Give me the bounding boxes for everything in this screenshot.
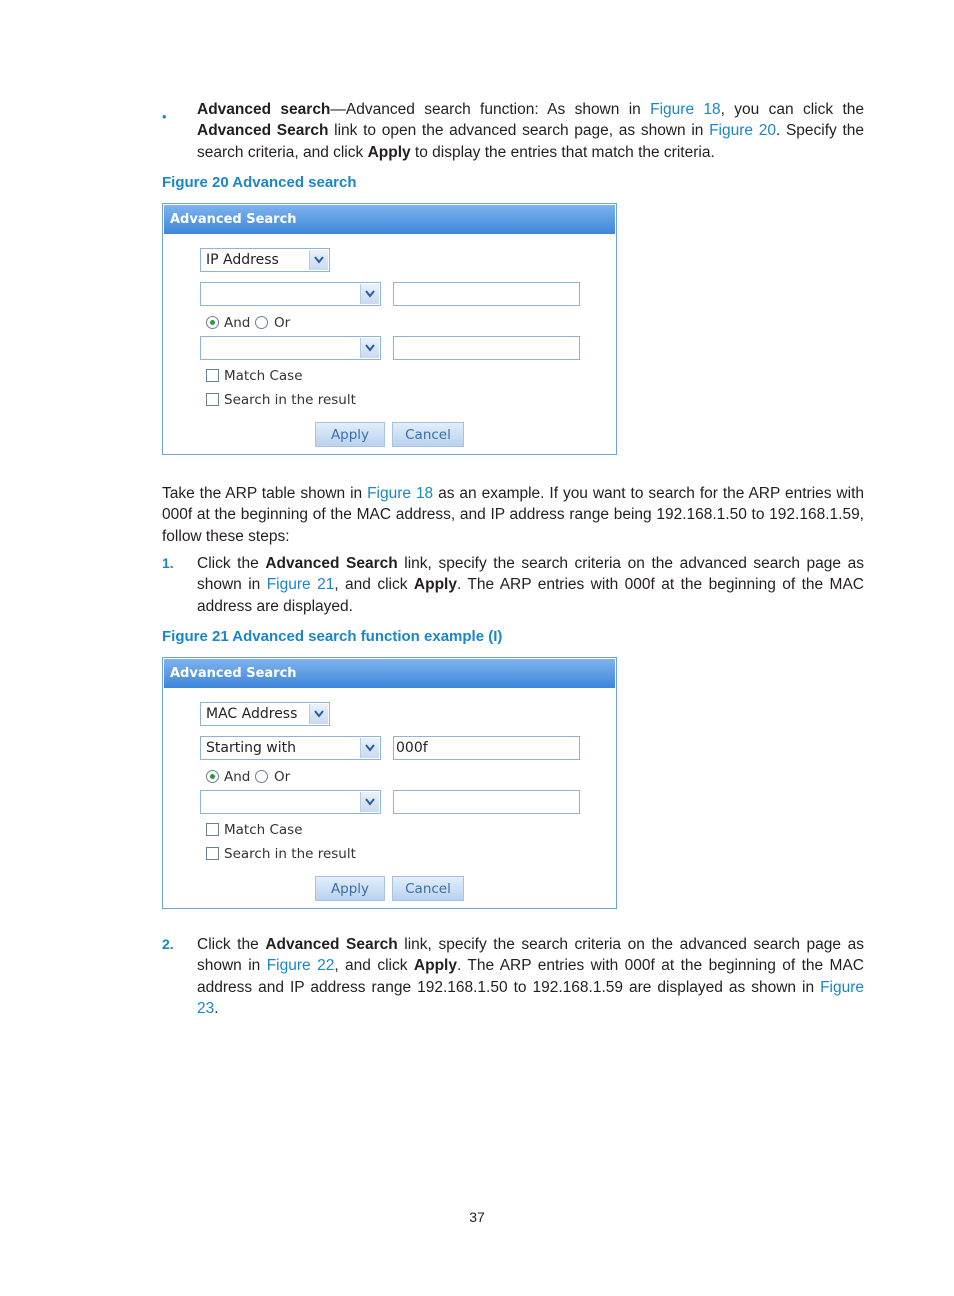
text: . Specify the search criteria, and click [197,122,865,161]
figure-21-link[interactable]: Figure 21 [266,576,335,594]
and-label: And [224,315,251,331]
condition2-select[interactable] [200,336,381,360]
bold-apply: Apply [413,957,457,975]
match-case-checkbox[interactable] [206,369,219,382]
field-select-value: MAC Address [206,706,298,722]
cancel-button[interactable]: Cancel [392,876,464,901]
search-result-checkbox[interactable] [206,393,219,406]
panel-header: Advanced Search [164,205,615,234]
figure-21-panel [162,657,617,909]
step-2-number: 2. [162,936,174,952]
text: link, specify the search criteria on the advanced search page as shown in [197,936,864,975]
cancel-button[interactable]: Cancel [392,422,464,447]
text: Click the [197,936,266,953]
figure-22-link[interactable]: Figure 22 [266,957,335,975]
and-label: And [224,769,251,785]
intro-paragraph [162,483,864,547]
value1-input[interactable] [393,282,580,306]
search-result-label: Search in the result [224,846,356,862]
text: . The ARP entries with 000f at the beginning of the MAC address and IP address range 192.168.1.50 to 192.168.1.59 are displayed as shown in [197,957,865,996]
condition1-select[interactable] [200,282,381,306]
or-label: Or [274,769,291,785]
apply-button[interactable]: Apply [315,422,385,447]
match-case-label: Match Case [224,822,303,838]
chevron-down-icon [360,738,379,758]
text: —Advanced search function: As shown in [330,101,651,118]
chevron-down-icon [360,792,379,812]
field-select[interactable] [200,248,330,272]
chevron-down-icon [360,284,379,304]
text: link to open the advanced search page, as shown in [328,122,710,140]
bold-advanced-search: Advanced Search [265,936,398,953]
term-advanced-search: Advanced search [197,101,331,118]
text: . [214,999,219,1017]
figure-23-link[interactable]: Figure 23 [197,978,864,1017]
or-label: Or [274,315,291,331]
figure-21-caption: Figure 21 Advanced search function example (I) [162,628,503,645]
chevron-down-icon [360,338,379,358]
chevron-down-icon [309,250,328,270]
panel-header: Advanced Search [164,659,615,688]
text: to display the entries that match the criteria. [410,143,715,161]
text: link, specify the search criteria on the advanced search page as shown in [197,555,864,594]
or-radio[interactable] [255,770,268,783]
match-case-label: Match Case [224,368,303,384]
text: , and click [334,576,414,594]
value2-input[interactable] [393,336,580,360]
text: , you can click the [720,101,864,118]
text: . The ARP entries with 000f at the beginning of the MAC address are displayed. [197,576,865,615]
text: Click the [197,555,266,572]
figure-20-link[interactable]: Figure 20 [709,122,776,140]
figure-18-link[interactable]: Figure 18 [650,101,721,118]
value1-input[interactable]: 000f [393,736,580,760]
figure-20-caption: Figure 20 Advanced search [162,174,357,191]
bold-advanced-search: Advanced Search [265,555,398,572]
step-1-text [197,553,864,617]
field-select-value: IP Address [206,252,279,268]
step-2-text [197,934,864,1019]
and-radio[interactable] [206,770,219,783]
value2-input[interactable] [393,790,580,814]
condition1-select[interactable] [200,736,381,760]
chevron-down-icon [309,704,328,724]
figure-18-link[interactable]: Figure 18 [367,485,434,502]
search-result-label: Search in the result [224,392,356,408]
condition1-value: Starting with [206,740,297,756]
and-radio[interactable] [206,316,219,329]
page-number: 37 [469,1209,485,1225]
advanced-search-description [197,99,864,163]
step-1-number: 1. [162,555,174,571]
bold-apply: Apply [367,143,411,161]
text: , and click [334,957,414,975]
condition2-select[interactable] [200,790,381,814]
match-case-checkbox[interactable] [206,823,219,836]
apply-button[interactable]: Apply [315,876,385,901]
text: Take the ARP table shown in [162,485,368,502]
bold-apply: Apply [413,576,457,594]
or-radio[interactable] [255,316,268,329]
text: as an example. If you want to search for the ARP entries with 000f at the beginning of the MAC address, and IP address range being 192.168.1.50 to 192.168.1.59, follow these steps: [162,485,864,545]
field-select[interactable] [200,702,330,726]
search-result-checkbox[interactable] [206,847,219,860]
bullet-marker: • [162,109,167,124]
bold-advanced-search: Advanced Search [197,122,329,140]
figure-20-panel [162,203,617,455]
